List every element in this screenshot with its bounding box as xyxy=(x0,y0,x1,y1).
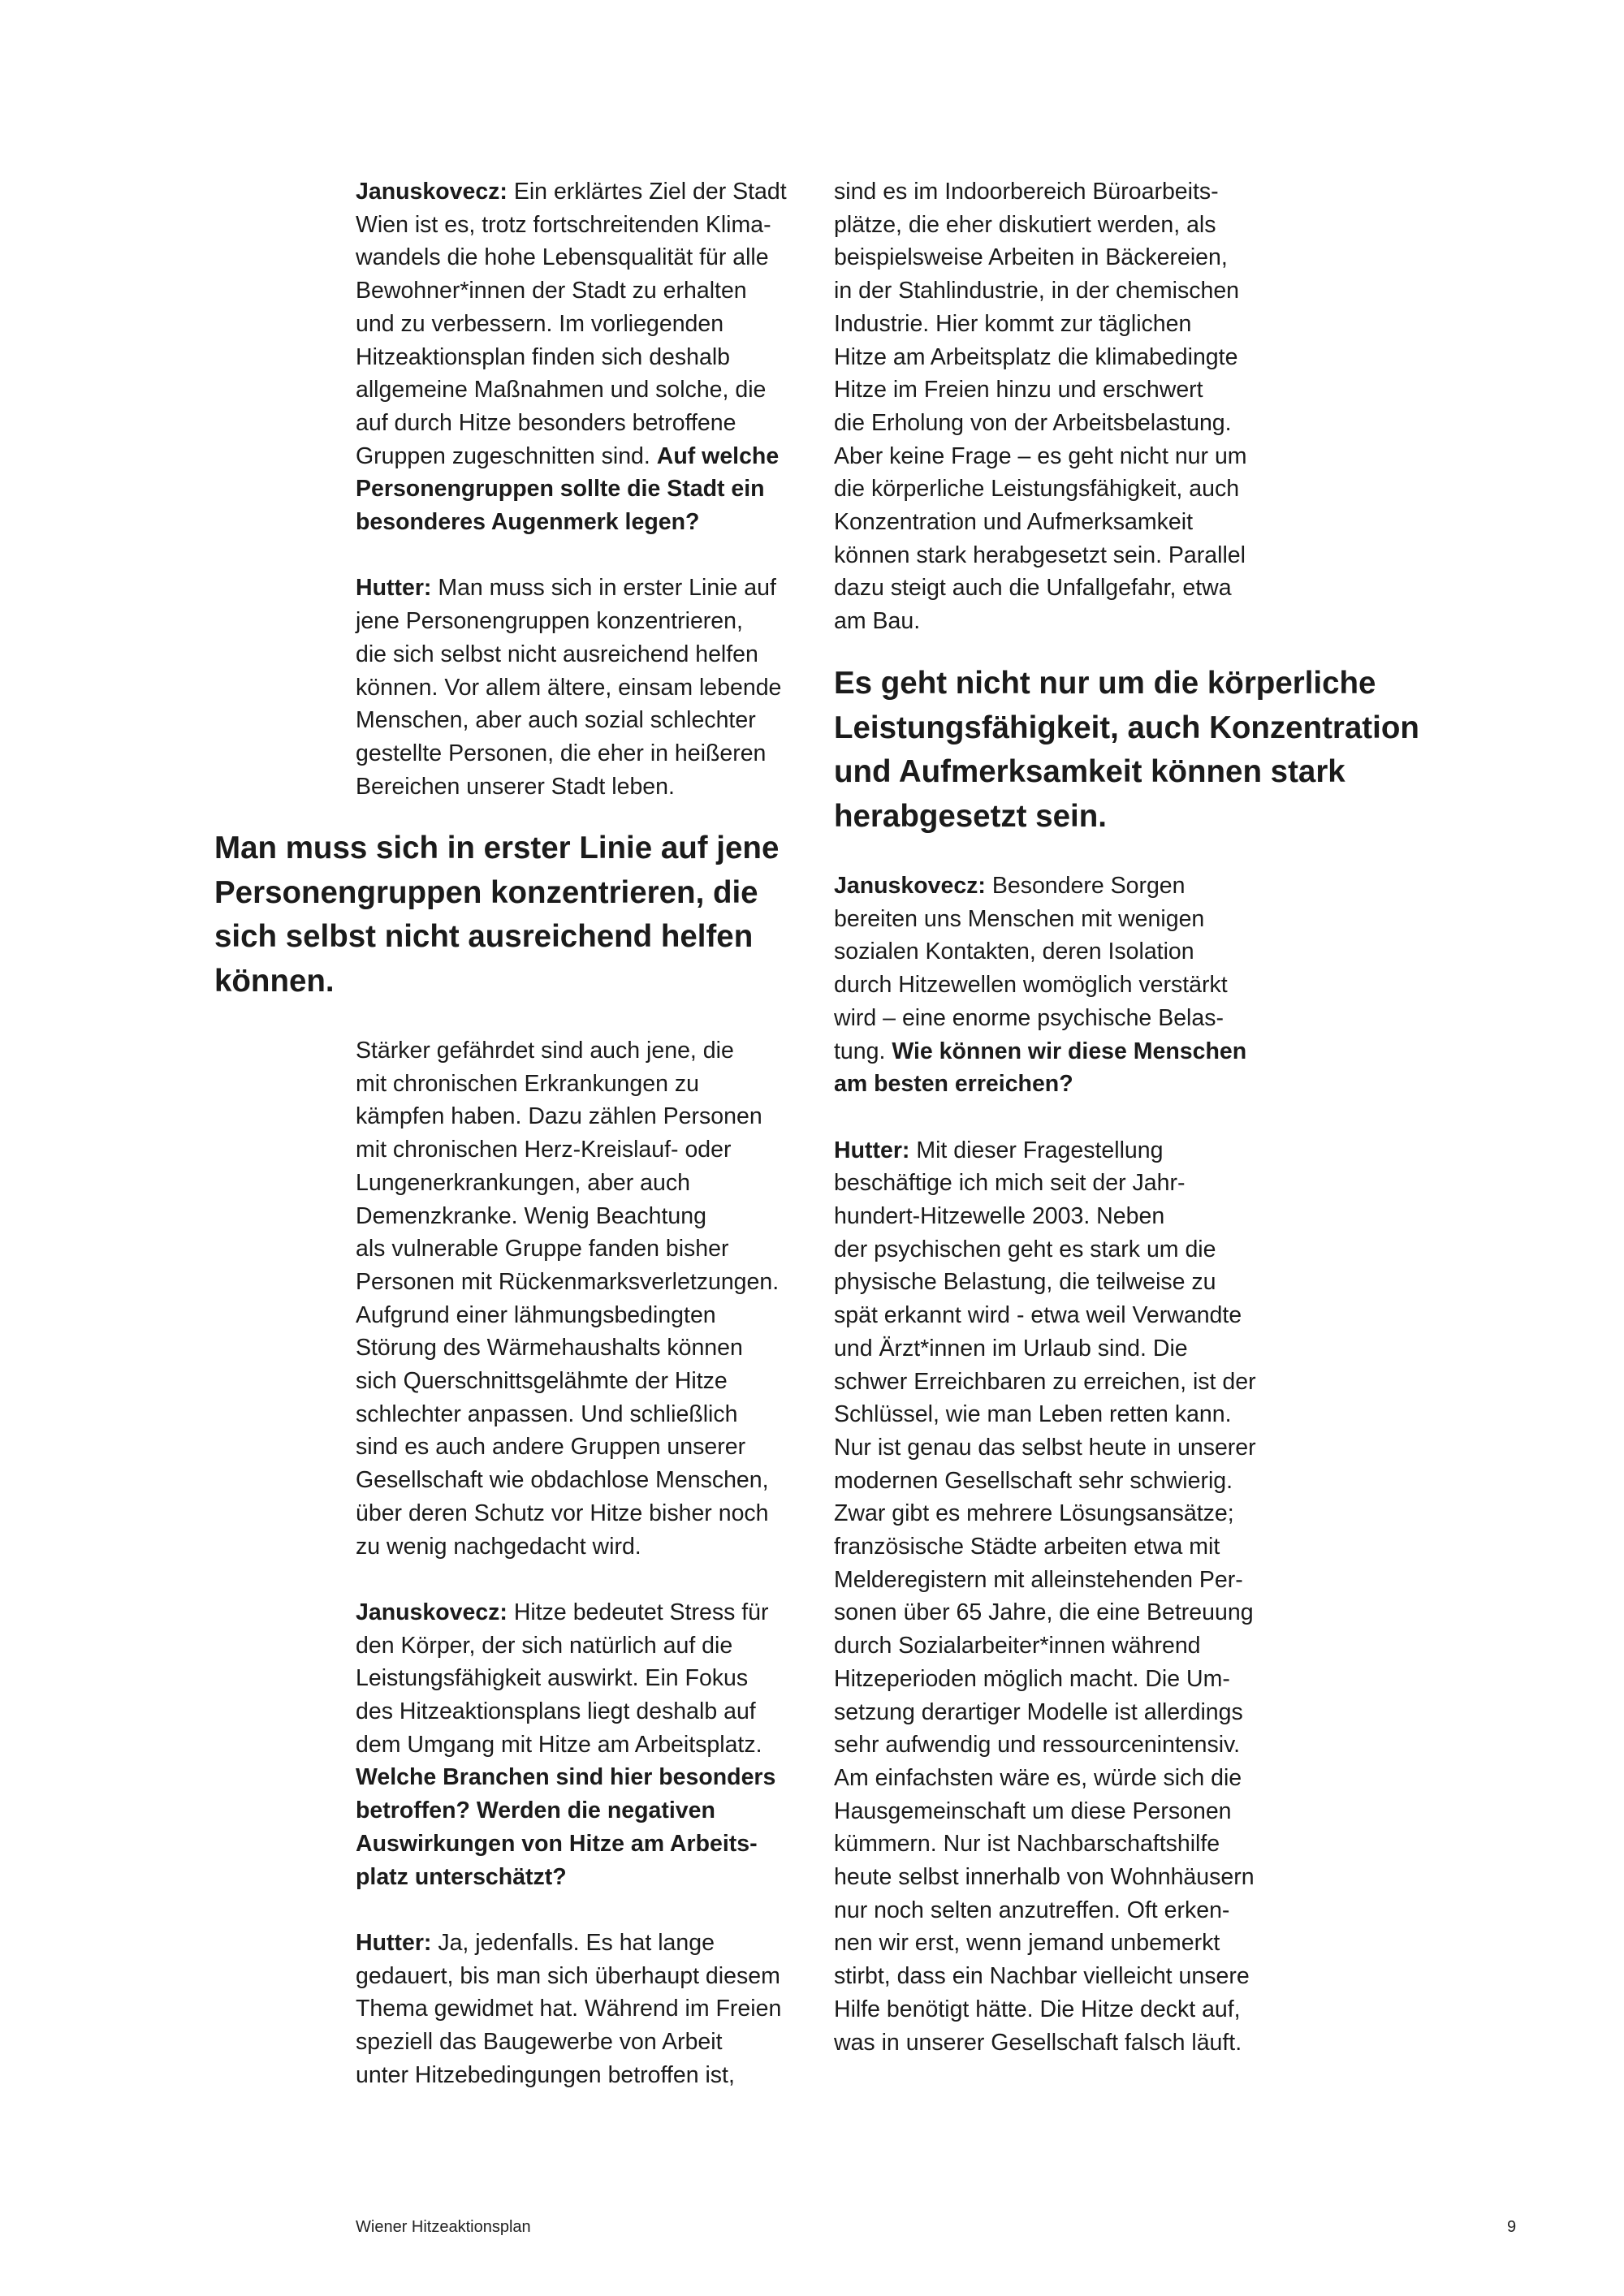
left-column-bottom xyxy=(356,1034,781,2125)
text-line xyxy=(834,1035,1256,1068)
text-line xyxy=(356,1464,781,1497)
text-run: Hitze am Arbeitsplatz die klimabedingte xyxy=(834,343,1238,370)
text-run: kümmern. Nur ist Nachbarschaftshilfe xyxy=(834,1831,1220,1858)
text-line xyxy=(834,1861,1256,1894)
bold-text-run: Auf welche xyxy=(656,442,780,469)
bold-text-run: Welche Branchen sind hier besonders xyxy=(356,1764,776,1791)
text-run: Hitze im Freien hinzu und erschwert xyxy=(834,377,1203,404)
text-line xyxy=(356,473,787,506)
text-run: jene Personengruppen konzentrieren, xyxy=(356,608,743,635)
text-line xyxy=(834,1366,1256,1399)
text-line xyxy=(834,870,1256,903)
text-line xyxy=(834,1629,1256,1663)
text-line xyxy=(356,1365,781,1398)
text-line xyxy=(356,1331,781,1365)
text-line xyxy=(356,1695,781,1728)
bold-text-run: Hutter: xyxy=(356,575,432,602)
text-line xyxy=(834,1266,1256,1299)
text-run: Lungenerkrankungen, aber auch xyxy=(356,1169,690,1196)
text-run: gestellte Personen, die eher in heißeren xyxy=(356,740,767,766)
text-run: in der Stahlindustrie, in der chemischen xyxy=(834,278,1240,304)
text-line xyxy=(834,1002,1256,1035)
headline-line: können. xyxy=(214,963,335,999)
text-line xyxy=(834,1960,1256,1993)
text-run: Mit dieser Fragestellung xyxy=(909,1137,1164,1163)
text-run: Aufgrund einer lähmungsbedingten xyxy=(356,1301,716,1328)
text-line xyxy=(356,2026,781,2059)
text-run: plätze, die eher diskutiert werden, als xyxy=(834,211,1216,238)
text-line xyxy=(834,1993,1256,2026)
paragraph xyxy=(356,572,787,803)
text-line xyxy=(356,1629,781,1663)
text-run: nen wir erst, wenn jemand unbemerkt xyxy=(834,1930,1220,1957)
text-line xyxy=(356,241,787,274)
text-line xyxy=(834,1728,1256,1762)
text-run: Ja, jedenfalls. Es hat lange xyxy=(431,1929,715,1956)
text-line xyxy=(834,308,1247,341)
headline-line: Es geht nicht nur um die körperliche xyxy=(834,666,1376,701)
text-run: wird – eine enorme psychische Belas- xyxy=(834,1004,1224,1031)
text-line xyxy=(834,1233,1256,1267)
text-run: mit chronischen Erkrankungen zu xyxy=(356,1070,699,1097)
headline-line: und Aufmerksamkeit können stark xyxy=(834,754,1345,789)
text-run: Melderegistern mit alleinstehenden Per- xyxy=(834,1566,1243,1593)
text-line xyxy=(356,2059,781,2092)
footer-title: Wiener Hitzeaktionsplan xyxy=(356,2218,531,2236)
text-line xyxy=(356,605,787,638)
text-run: gedauert, bis man sich überhaupt diesem xyxy=(356,1962,780,1989)
text-run: hundert-Hitzewelle 2003. Neben xyxy=(834,1203,1165,1230)
text-line xyxy=(356,638,787,671)
text-run: sonen über 65 Jahre, die eine Betreuung xyxy=(834,1599,1254,1626)
text-run: Bewohner*innen der Stadt zu erhalten xyxy=(356,278,747,304)
text-line xyxy=(834,605,1247,638)
paragraph xyxy=(356,1034,781,1563)
text-run: Thema gewidmet hat. Während im Freien xyxy=(356,1996,782,2022)
text-run: Man muss sich in erster Linie auf xyxy=(431,575,776,602)
text-line xyxy=(834,1927,1256,1960)
paragraph xyxy=(834,175,1247,638)
text-run: Leistungsfähigkeit auswirkt. Ein Fokus xyxy=(356,1665,749,1692)
text-line xyxy=(834,1795,1256,1828)
headline-line: sich selbst nicht ausreichend helfen xyxy=(214,919,754,954)
text-line xyxy=(834,1068,1256,1101)
text-line xyxy=(356,1299,781,1332)
text-line xyxy=(834,1530,1256,1564)
right-column-bottom xyxy=(834,870,1256,2092)
text-line xyxy=(834,935,1256,969)
text-run: spät erkannt wird - etwa weil Verwandte xyxy=(834,1302,1242,1329)
text-run: physische Belastung, die teilweise zu xyxy=(834,1269,1216,1296)
text-run: Stärker gefährdet sind auch jene, die xyxy=(356,1038,734,1064)
text-line xyxy=(834,209,1247,242)
text-run: sehr aufwendig und ressourcenintensiv. xyxy=(834,1732,1241,1759)
text-run: Personen mit Rückenmarksverletzungen. xyxy=(356,1268,780,1295)
text-run: französische Städte arbeiten etwa mit xyxy=(834,1534,1220,1560)
headline-line: Man muss sich in erster Linie auf jene xyxy=(214,831,780,865)
text-line xyxy=(356,1992,781,2026)
text-line xyxy=(834,241,1247,274)
paragraph xyxy=(834,870,1256,1101)
text-run: Zwar gibt es mehrere Lösungsansätze; xyxy=(834,1500,1234,1527)
text-run: als vulnerable Gruppe fanden bisher xyxy=(356,1236,729,1262)
text-run: dazu steigt auch die Unfallgefahr, etwa xyxy=(834,575,1232,602)
text-line xyxy=(834,903,1256,936)
text-line xyxy=(356,341,787,374)
text-line xyxy=(356,308,787,341)
text-run: zu wenig nachgedacht wird. xyxy=(356,1533,641,1560)
text-line xyxy=(834,1696,1256,1729)
text-run: beschäftige ich mich seit der Jahr- xyxy=(834,1170,1186,1197)
text-line xyxy=(356,704,787,737)
text-line xyxy=(834,1167,1256,1200)
text-line xyxy=(834,2026,1256,2060)
headline-line: herabgesetzt sein. xyxy=(834,798,1107,834)
text-line xyxy=(356,1728,781,1762)
text-run: stirbt, dass ein Nachbar vielleicht unsere xyxy=(834,1963,1250,1990)
bold-text-run: am besten erreichen? xyxy=(834,1071,1073,1098)
text-line xyxy=(834,1134,1256,1167)
text-run: tung. xyxy=(834,1038,892,1064)
text-run: und zu verbessern. Im vorliegenden xyxy=(356,310,724,337)
text-line xyxy=(356,1596,781,1629)
text-line xyxy=(356,1530,781,1564)
text-run: Gesellschaft wie obdachlose Menschen, xyxy=(356,1467,769,1494)
text-run: nur noch selten anzutreffen. Oft erken- xyxy=(834,1897,1230,1923)
text-run: Menschen, aber auch sozial schlechter xyxy=(356,707,756,734)
text-run: heute selbst innerhalb von Wohnhäusern xyxy=(834,1864,1255,1891)
text-line xyxy=(356,770,787,804)
headline-line: Personengruppen konzentrieren, die xyxy=(214,874,758,910)
text-line xyxy=(834,1398,1256,1431)
text-run: Konzentration und Aufmerksamkeit xyxy=(834,509,1193,536)
text-line xyxy=(356,1167,781,1200)
text-line xyxy=(356,1266,781,1299)
text-run: Hausgemeinschaft um diese Personen xyxy=(834,1798,1232,1824)
text-run: was in unserer Gesellschaft falsch läuft. xyxy=(834,2029,1242,2056)
left-column-top xyxy=(356,175,787,836)
text-line xyxy=(834,1894,1256,1927)
text-line xyxy=(834,473,1247,506)
text-run: die Erholung von der Arbeitsbelastung. xyxy=(834,409,1232,436)
text-line xyxy=(834,1200,1256,1233)
text-run: sind es auch andere Gruppen unserer xyxy=(356,1434,746,1461)
text-line xyxy=(356,1927,781,1960)
text-line xyxy=(356,1398,781,1431)
text-run: Wien ist es, trotz fortschreitenden Klima- xyxy=(356,211,771,238)
text-line xyxy=(356,1068,781,1101)
text-line xyxy=(356,440,787,473)
text-line xyxy=(834,506,1247,539)
page-number: 9 xyxy=(1507,2218,1517,2236)
text-run: Schlüssel, wie man Leben retten kann. xyxy=(834,1401,1232,1428)
text-line xyxy=(356,1431,781,1464)
bold-text-run: Januskovecz: xyxy=(356,1599,508,1625)
text-run: Hitzeperioden möglich macht. Die Um- xyxy=(834,1665,1230,1692)
text-line xyxy=(356,1828,781,1861)
text-line xyxy=(356,209,787,242)
text-run: am Bau. xyxy=(834,608,921,635)
headline-line: Leistungsfähigkeit, auch Konzentration xyxy=(834,710,1419,745)
text-line xyxy=(834,1299,1256,1332)
text-line xyxy=(356,274,787,308)
bold-text-run: Hutter: xyxy=(356,1929,432,1956)
bold-text-run: Wie können wir diese Menschen xyxy=(892,1038,1247,1064)
text-line xyxy=(834,341,1247,374)
text-run: durch Sozialarbeiter*innen während xyxy=(834,1633,1201,1659)
bold-text-run: Januskovecz: xyxy=(356,179,508,205)
text-run: Hitzeaktionsplan finden sich deshalb xyxy=(356,343,731,370)
right-column-top xyxy=(834,175,1247,671)
bold-text-run: Januskovecz: xyxy=(834,873,986,899)
text-run: Hilfe benötigt hätte. Die Hitze deckt auf, xyxy=(834,1996,1241,2022)
text-run: die körperliche Leistungsfähigkeit, auch xyxy=(834,476,1240,503)
pull-quote-left xyxy=(214,826,779,1003)
text-line xyxy=(834,539,1247,572)
text-line xyxy=(834,1564,1256,1597)
text-line xyxy=(834,1596,1256,1629)
text-run: Hitze bedeutet Stress für xyxy=(507,1599,769,1625)
text-line xyxy=(834,1465,1256,1498)
text-run: die sich selbst nicht ausreichend helfen xyxy=(356,641,758,667)
text-line xyxy=(834,1762,1256,1795)
bold-text-run: betroffen? Werden die negativen xyxy=(356,1798,715,1824)
text-line xyxy=(356,373,787,407)
text-line xyxy=(356,1133,781,1167)
text-line xyxy=(356,1761,781,1794)
text-run: der psychischen geht es stark um die xyxy=(834,1236,1216,1262)
text-run: Ein erklärtes Ziel der Stadt xyxy=(507,179,787,205)
text-line xyxy=(834,175,1247,209)
text-run: können stark herabgesetzt sein. Parallel xyxy=(834,542,1246,568)
text-run: über deren Schutz vor Hitze bisher noch xyxy=(356,1500,769,1526)
text-run: sind es im Indoorbereich Büroarbeits- xyxy=(834,179,1219,205)
text-line xyxy=(356,1232,781,1266)
paragraph xyxy=(356,1596,781,1893)
text-run: des Hitzeaktionsplans liegt deshalb auf xyxy=(356,1698,756,1725)
text-run: mit chronischen Herz-Kreislauf- oder xyxy=(356,1137,732,1163)
text-line xyxy=(356,1662,781,1695)
text-run: schlechter anpassen. Und schließlich xyxy=(356,1400,738,1427)
text-run: dem Umgang mit Hitze am Arbeitsplatz. xyxy=(356,1731,762,1758)
text-line xyxy=(834,1828,1256,1861)
paragraph xyxy=(356,1927,781,2092)
text-line xyxy=(356,175,787,209)
text-line xyxy=(356,671,787,705)
text-line xyxy=(834,1663,1256,1696)
text-run: können. Vor allem ältere, einsam lebende xyxy=(356,674,782,701)
text-line xyxy=(356,1497,781,1530)
text-line xyxy=(356,1861,781,1894)
text-line xyxy=(834,274,1247,308)
text-line xyxy=(356,1794,781,1828)
text-run: und Ärzt*innen im Urlaub sind. Die xyxy=(834,1335,1188,1362)
text-line xyxy=(834,407,1247,440)
text-line xyxy=(834,572,1247,605)
text-line xyxy=(356,572,787,605)
text-line xyxy=(356,506,787,539)
text-run: modernen Gesellschaft sehr schwierig. xyxy=(834,1467,1233,1494)
text-line xyxy=(834,1497,1256,1530)
bold-text-run: Personengruppen sollte die Stadt ein xyxy=(356,476,765,503)
bold-text-run: besonderes Augenmerk legen? xyxy=(356,509,700,536)
text-run: setzung derartiger Modelle ist allerdings xyxy=(834,1698,1243,1725)
text-run: wandels die hohe Lebensqualität für alle xyxy=(356,244,769,271)
text-line xyxy=(356,1034,781,1068)
text-run: Besondere Sorgen xyxy=(985,873,1186,899)
text-line xyxy=(356,407,787,440)
text-run: schwer Erreichbaren zu erreichen, ist der xyxy=(834,1368,1256,1395)
text-run: allgemeine Maßnahmen und solche, die xyxy=(356,377,767,404)
bold-text-run: Auswirkungen von Hitze am Arbeits- xyxy=(356,1830,758,1857)
text-line xyxy=(834,1332,1256,1366)
text-run: Nur ist genau das selbst heute in unserer xyxy=(834,1434,1256,1461)
text-run: Industrie. Hier kommt zur täglichen xyxy=(834,310,1192,337)
text-run: Aber keine Frage – es geht nicht nur um xyxy=(834,442,1247,469)
text-run: kämpfen haben. Dazu zählen Personen xyxy=(356,1103,762,1130)
paragraph xyxy=(356,175,787,539)
text-line xyxy=(356,1960,781,1993)
text-run: den Körper, der sich natürlich auf die xyxy=(356,1632,733,1659)
text-line xyxy=(356,1100,781,1133)
text-run: unter Hitzebedingungen betroffen ist, xyxy=(356,2061,735,2088)
bold-text-run: Hutter: xyxy=(834,1137,910,1163)
text-run: durch Hitzewellen womöglich verstärkt xyxy=(834,972,1228,999)
text-run: Demenzkranke. Wenig Beachtung xyxy=(356,1202,706,1229)
paragraph xyxy=(834,1134,1256,2060)
text-line xyxy=(834,373,1247,407)
text-run: bereiten uns Menschen mit wenigen xyxy=(834,905,1205,932)
text-line xyxy=(834,440,1247,473)
text-run: Bereichen unserer Stadt leben. xyxy=(356,773,675,800)
text-run: sich Querschnittsgelähmte der Hitze xyxy=(356,1368,728,1395)
text-run: speziell das Baugewerbe von Arbeit xyxy=(356,2029,723,2056)
text-run: auf durch Hitze besonders betroffene xyxy=(356,409,736,436)
text-run: beispielsweise Arbeiten in Bäckereien, xyxy=(834,244,1228,271)
pull-quote-right xyxy=(834,662,1419,839)
text-run: Gruppen zugeschnitten sind. xyxy=(356,442,657,469)
text-line xyxy=(834,1431,1256,1465)
bold-text-run: platz unterschätzt? xyxy=(356,1863,567,1890)
text-line xyxy=(356,1200,781,1233)
text-run: Störung des Wärmehaushalts können xyxy=(356,1335,743,1362)
text-run: Am einfachsten wäre es, würde sich die xyxy=(834,1764,1242,1791)
text-run: sozialen Kontakten, deren Isolation xyxy=(834,939,1194,965)
text-line xyxy=(356,737,787,770)
text-line xyxy=(834,969,1256,1002)
